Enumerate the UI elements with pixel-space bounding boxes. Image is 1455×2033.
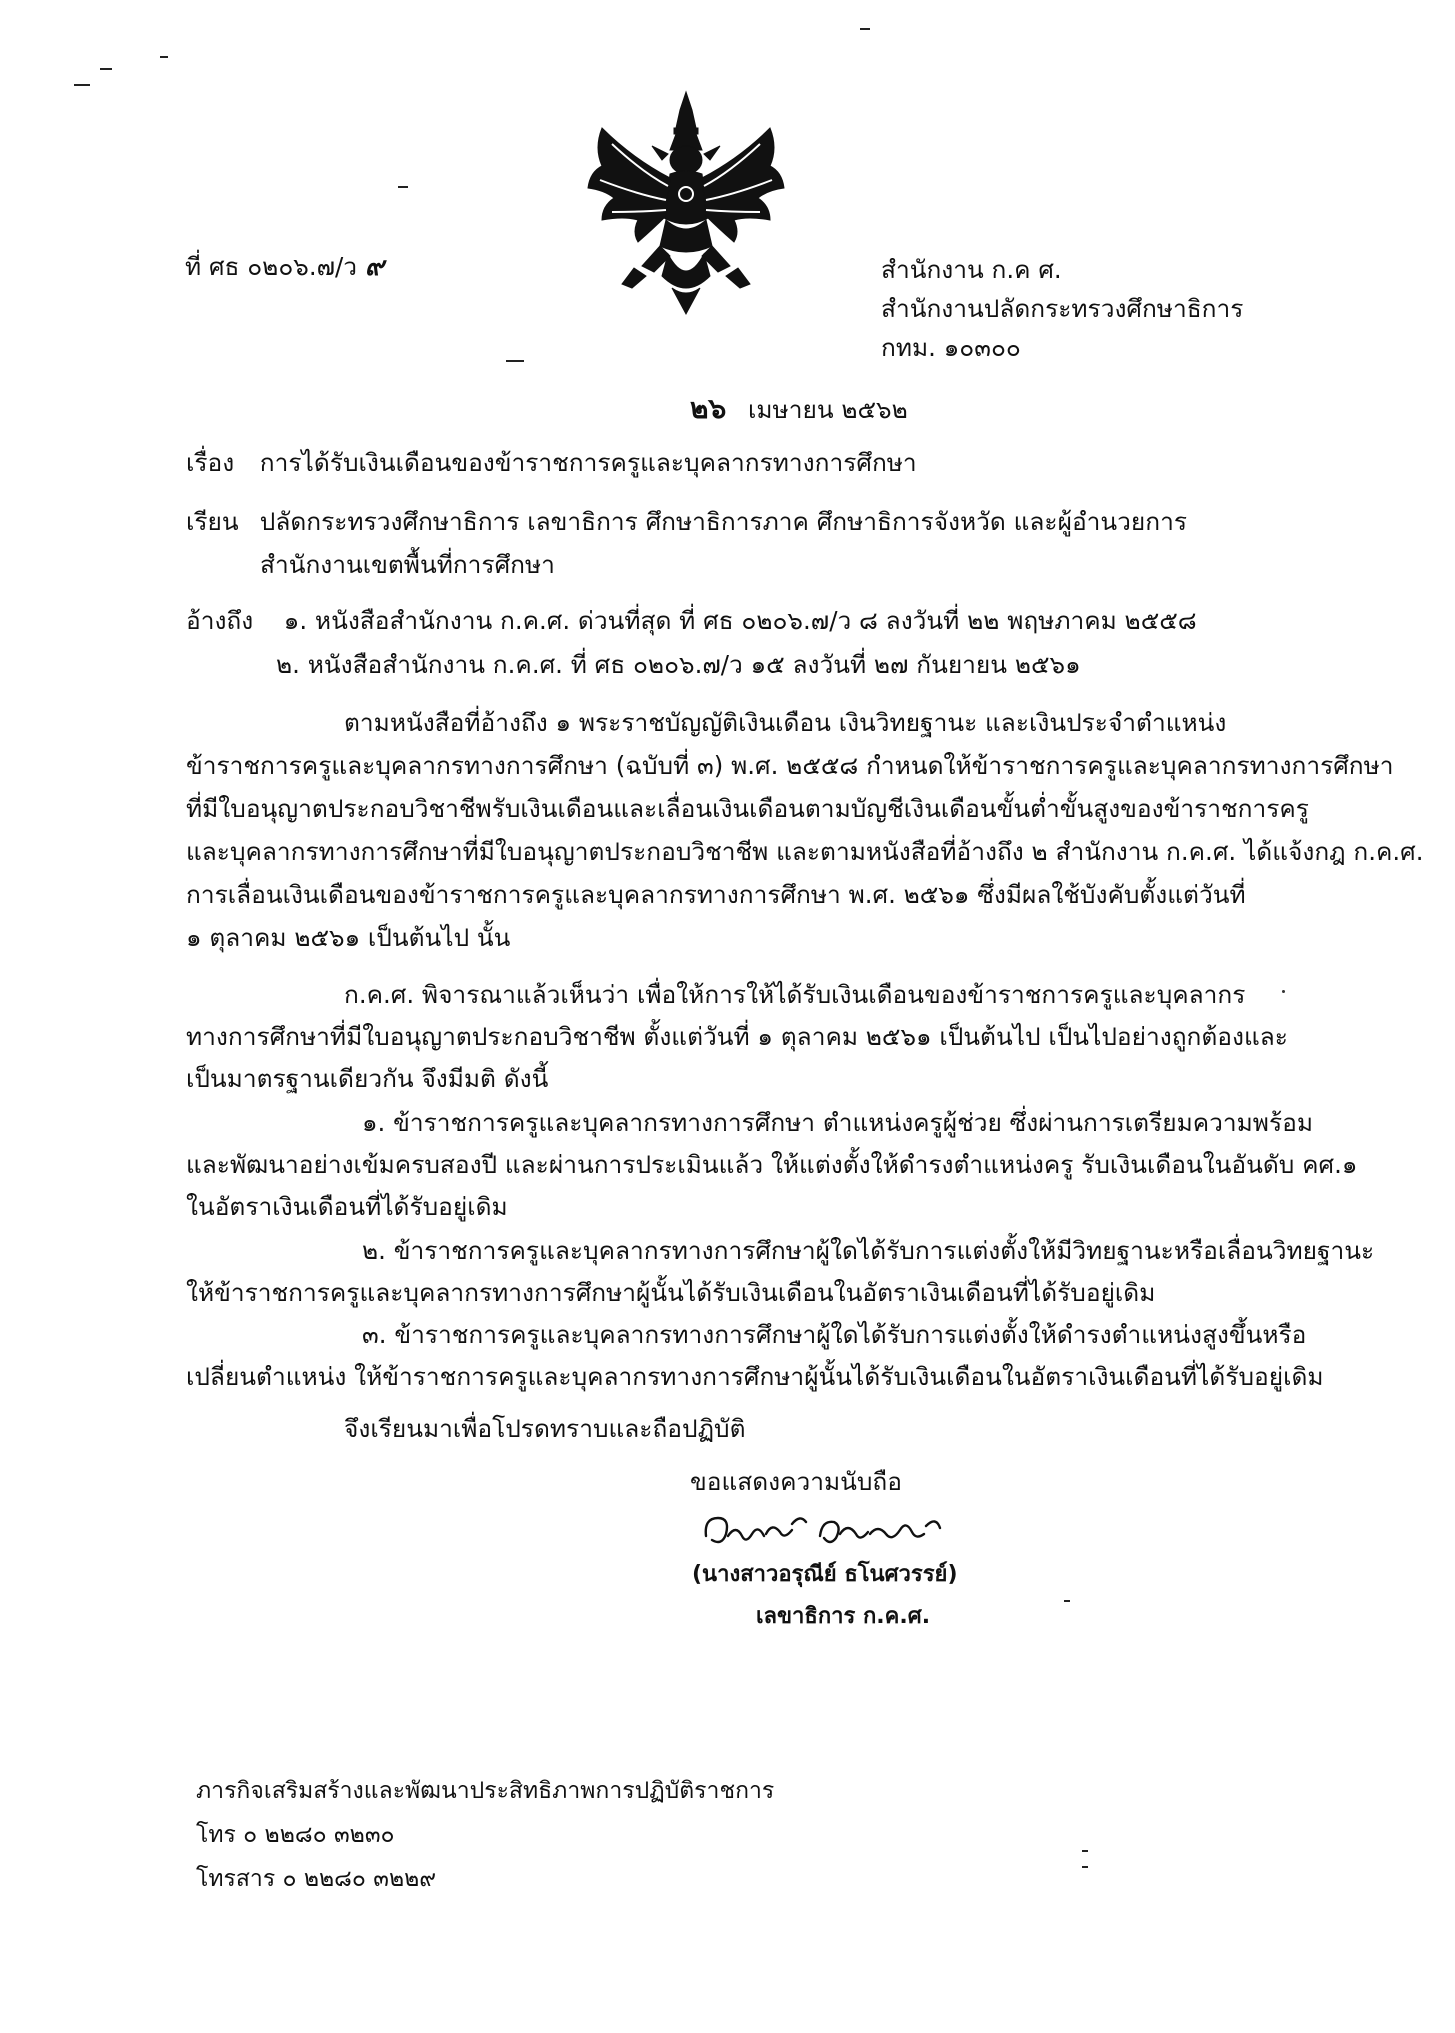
paragraph-2-line-1: ก.ค.ศ. พิจารณาแล้วเห็นว่า เพื่อให้การให้ได้รับเงินเดือนของข้าราชการครูและบุคลากร — [344, 980, 1246, 1009]
paragraph-2-line-2: ทางการศึกษาที่มีใบอนุญาตประกอบวิชาชีพ ตั้งแต่วันที่ ๑ ตุลาคม ๒๕๖๑ เป็นต้นไป เป็นไปอย่างถูกต้องและ — [186, 1022, 1288, 1051]
footer-department: ภารกิจเสริมสร้างและพัฒนาประสิทธิภาพการปฏิบัติราชการ — [196, 1778, 775, 1804]
signer-name: (นางสาวอรุณีย์ ธโนศวรรย์) — [692, 1562, 958, 1587]
scan-mark — [100, 68, 112, 70]
reference-prefix: ที่ ศธ ๐๒๐๖.๗/ว — [185, 252, 358, 281]
addressee-text-1: ปลัดกระทรวงศึกษาธิการ เลขาธิการ ศึกษาธิการภาค ศึกษาธิการจังหวัด และผู้อำนวยการ — [259, 507, 1188, 536]
office-line-1: สำนักงาน ก.ค ศ. — [881, 255, 1062, 284]
scan-mark — [74, 84, 90, 86]
paragraph-3-line-1: ๑. ข้าราชการครูและบุคลากรทางการศึกษา ตำแหน่งครูผู้ช่วย ซึ่งผ่านการเตรียมความพร้อม — [362, 1108, 1313, 1137]
paragraph-2-line-3: เป็นมาตรฐานเดียวกัน จึงมีมติ ดังนี้ — [186, 1064, 549, 1093]
scan-mark — [160, 56, 168, 58]
paragraph-5-line-1: ๓. ข้าราชการครูและบุคลากรทางการศึกษาผู้ใดได้รับการแต่งตั้งให้ดำรงตำแหน่งสูงขึ้นหรือ — [362, 1320, 1307, 1349]
paragraph-1-line-3: ที่มีใบอนุญาตประกอบวิชาชีพรับเงินเดือนและเลื่อนเงินเดือนตามบัญชีเงินเดือนขั้นต่ำขั้นสูงของข้าราชการครู — [186, 794, 1309, 823]
date-day-handwritten: ๒๖ — [690, 392, 727, 425]
reference-item-1: ๑. หนังสือสำนักงาน ก.ค.ศ. ด่วนที่สุด ที่ ศธ ๐๒๐๖.๗/ว ๘ ลงวันที่ ๒๒ พฤษภาคม ๒๕๕๘ — [283, 606, 1197, 635]
office-line-2: สำนักงานปลัดกระทรวงศึกษาธิการ — [881, 294, 1244, 323]
sender-office — [881, 250, 1243, 367]
scan-mark — [506, 360, 524, 362]
addressee-label: เรียน — [186, 507, 239, 536]
paragraph-1-line-6: ๑ ตุลาคม ๒๕๖๑ เป็นต้นไป นั้น — [186, 923, 511, 952]
scan-mark — [398, 186, 408, 188]
addressee-line-1 — [186, 507, 1187, 536]
scan-mark — [1082, 1850, 1088, 1852]
handwritten-signature — [700, 1506, 950, 1556]
paragraph-5-line-2: เปลี่ยนตำแหน่ง ให้ข้าราชการครูและบุคลากรทางการศึกษาผู้นั้นได้รับเงินเดือนในอัตราเงินเดือนที่ได้รับอยู่เดิม — [186, 1362, 1324, 1391]
paragraph-3-line-2: และพัฒนาอย่างเข้มครบสองปี และผ่านการประเมินแล้ว ให้แต่งตั้งให้ดำรงตำแหน่งครู รับเงินเดือนในอันดับ คศ.๑ — [186, 1150, 1358, 1179]
subject-text: การได้รับเงินเดือนของข้าราชการครูและบุคลากรทางการศึกษา — [259, 448, 917, 477]
paragraph-1-line-1: ตามหนังสือที่อ้างถึง ๑ พระราชบัญญัติเงินเดือน เงินวิทยฐานะ และเงินประจำตำแหน่ง — [344, 708, 1227, 737]
footer-phone: โทร ๐ ๒๒๘๐ ๓๒๓๐ — [196, 1822, 395, 1848]
signer-title: เลขาธิการ ก.ค.ศ. — [756, 1604, 931, 1629]
closing-request: จึงเรียนมาเพื่อโปรดทราบและถือปฏิบัติ — [344, 1414, 746, 1443]
addressee-line-2: สำนักงานเขตพื้นที่การศึกษา — [260, 550, 555, 579]
scan-speck — [1282, 990, 1285, 993]
reference-number — [185, 252, 384, 283]
reference-line-1 — [186, 606, 1197, 635]
subject-label: เรื่อง — [186, 448, 235, 477]
paragraph-1-line-5: การเลื่อนเงินเดือนของข้าราชการครูและบุคลากรทางการศึกษา พ.ศ. ๒๕๖๑ ซึ่งมีผลใช้บังคับตั้งแต่วันที่ — [186, 880, 1246, 909]
footer-fax: โทรสาร ๐ ๒๒๘๐ ๓๒๒๙ — [196, 1866, 437, 1892]
reference-item-2: ๒. หนังสือสำนักงาน ก.ค.ศ. ที่ ศธ ๐๒๐๖.๗/ว ๑๕ ลงวันที่ ๒๗ กันยายน ๒๕๖๑ — [276, 650, 1081, 679]
office-line-3: กทม. ๑๐๓๐๐ — [881, 333, 1021, 362]
closing-salutation: ขอแสดงความนับถือ — [690, 1467, 902, 1496]
paragraph-3-line-3: ในอัตราเงินเดือนที่ได้รับอยู่เดิม — [186, 1192, 508, 1221]
scan-mark — [1064, 1600, 1070, 1602]
paragraph-1-line-2: ข้าราชการครูและบุคลากรทางการศึกษา (ฉบับที่ ๓) พ.ศ. ๒๕๕๘ กำหนดให้ข้าราชการครูและบุคลากรทางการศึกษา — [186, 751, 1394, 780]
scan-mark — [860, 28, 870, 30]
date-month-year: เมษายน ๒๕๖๒ — [748, 395, 908, 424]
paragraph-4-line-2: ให้ข้าราชการครูและบุคลากรทางการศึกษาผู้นั้นได้รับเงินเดือนในอัตราเงินเดือนที่ได้รับอยู่เดิม — [186, 1278, 1156, 1307]
reference-number-handwritten: ๙ — [364, 252, 384, 282]
reference-label: อ้างถึง — [186, 606, 254, 635]
paragraph-4-line-1: ๒. ข้าราชการครูและบุคลากรทางการศึกษาผู้ใดได้รับการแต่งตั้งให้มีวิทยฐานะหรือเลื่อนวิทยฐานะ — [362, 1236, 1375, 1265]
garuda-emblem-icon — [572, 88, 800, 316]
paragraph-1-line-4: และบุคลากรทางการศึกษาที่มีใบอนุญาตประกอบวิชาชีพ และตามหนังสือที่อ้างถึง ๒ สำนักงาน ก.ค.ศ. ได้แจ้งกฎ ก.ค.ศ. — [186, 837, 1424, 866]
subject-line — [186, 448, 917, 477]
scan-mark — [1082, 1866, 1088, 1868]
letter-date — [690, 392, 908, 426]
